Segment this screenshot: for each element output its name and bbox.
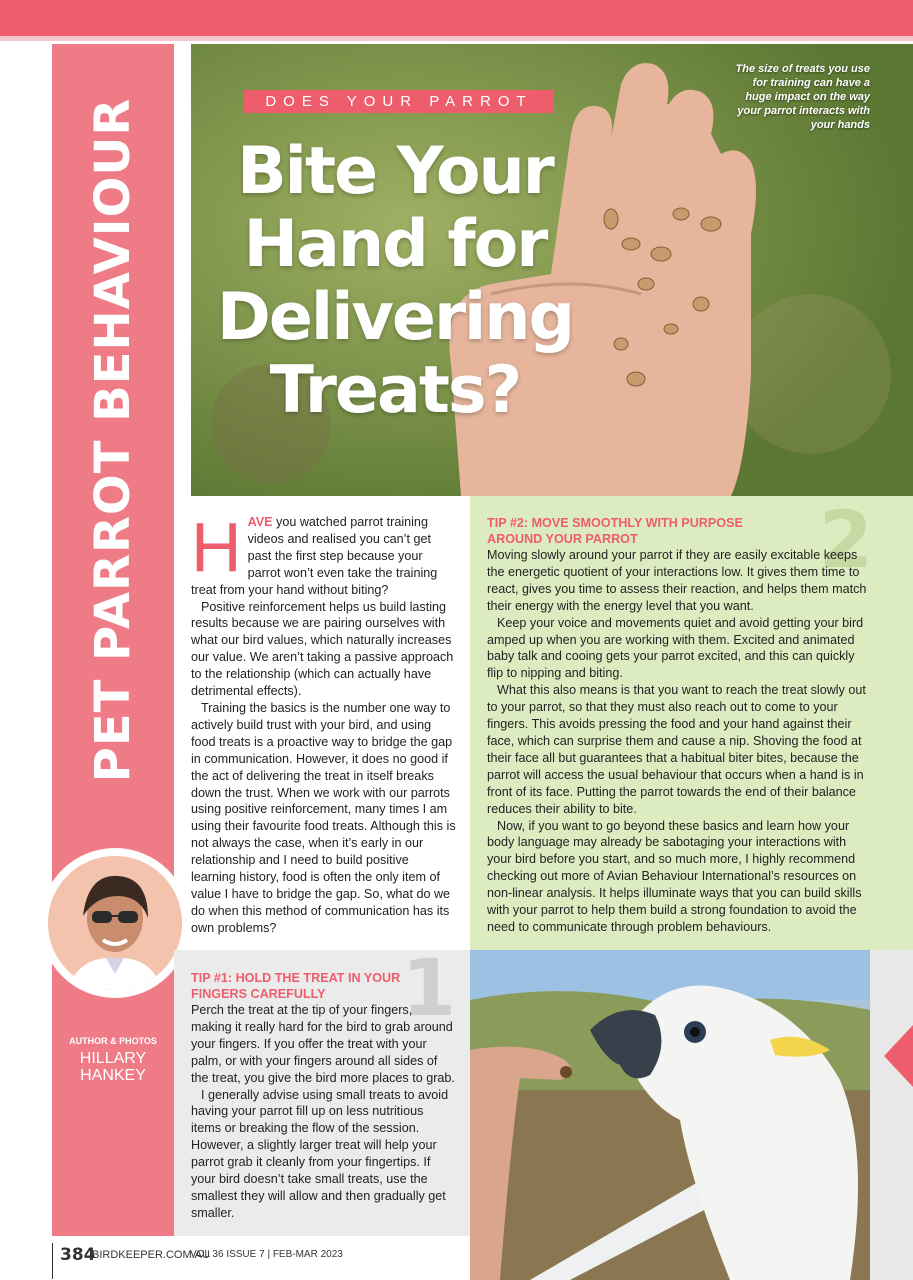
tip-2-paragraph-1: Moving slowly around your parrot if they are easily excitable keeps the energetic quotient of your interactions low. It gives them time to react, gives you time to assess their reaction, and helps them match their energy with the energy level that you want. [487, 548, 867, 613]
headline-line-4: Treats? [269, 353, 521, 428]
tip-2-paragraph-2: Keep your voice and movements quiet and avoid getting your bird amped up when you are working with them. Excited and animated baby talk and cooing gets your parrot excited, and this can quickly flip to nipping and biting. [487, 615, 864, 681]
intro-paragraph-2: Positive reinforcement helps us build lasting results because we are pairing ourselves with what our bird values, which naturally increases our value. We aren’t taking a passive approach to the relationship (which can actually have detrimental effects). [191, 599, 454, 699]
article-headline [205, 135, 585, 427]
page-number: 384 [60, 1245, 96, 1265]
drop-cap: H [191, 508, 242, 586]
tip-1-title: TIP #1: HOLD THE TREAT IN YOUR FINGERS CAREFULLY [191, 971, 401, 1001]
tip-2-number: 2 [818, 496, 873, 586]
footer-site: BIRDKEEPER.COM.AU [92, 1249, 210, 1261]
tip-2-paragraph-3: What this also means is that you want to reach the treat slowly out to your parrot, so that they must also reach out to come to your fingers. This avoids pressing the food and your hand against their face, which can surprise them and cause a nip. Shoving the food at their face all but guarantees that a habitual biter bites, because the parrot will access the usual behaviour that occurs when a hand is in front of its face. Putting the parrot towards the end of their balance reduces their ability to bite. [487, 683, 866, 816]
next-page-arrow-icon [884, 1024, 913, 1088]
article-kicker: DOES YOUR PARROT [244, 90, 554, 113]
author-last-name: HANKEY [80, 1067, 146, 1084]
tip-2-content [487, 515, 872, 936]
author-label: AUTHOR & PHOTOS [69, 1036, 157, 1046]
section-title: PET PARROT BEHAVIOUR [85, 97, 141, 783]
headline-line-1: Bite Your [237, 134, 553, 209]
cockatoo-photo [470, 950, 870, 1280]
author-avatar [48, 856, 182, 990]
tip-1-number: 1 [401, 944, 456, 1034]
author-name [52, 1050, 174, 1084]
tip-2-paragraph-4: Now, if you want to go beyond these basics and learn how your body language may already be sabotaging your interactions with your bird before you start, and so much more, I highly recommend checking out more of Avian Behaviour International’s resources on non-linear analysis. It helps illuminate ways that you can build skills with your parrot to help them build a strong foundation to avoid the need to communicate through problem behaviours. [487, 818, 862, 934]
footer-issue: VOL 36 ISSUE 7 | FEB-MAR 2023 [190, 1249, 343, 1260]
intro-paragraph-1-text: you watched parrot training videos and realised you can’t get past the first step because your parrot won’t even take the training treat from your hand without biting? [191, 515, 438, 597]
headline-line-2: Hand for [243, 207, 547, 282]
author-first-name: HILLARY [79, 1050, 147, 1067]
tip-1-content [191, 970, 456, 1222]
intro-column [191, 508, 456, 937]
tip-1-paragraph-2: I generally advise using small treats to avoid having your parrot fill up on less nutritious items or breaking the flow of the session. However, a slightly larger treat will help your parrot grab it cleanly from your fingertips. If your bird doesn’t take small treats, use the smallest they will allow and then gradually get smaller. [191, 1087, 449, 1220]
top-accent-line [0, 36, 913, 41]
footer-rule [52, 1243, 53, 1279]
page-edge-strip [870, 950, 913, 1280]
photo-caption: The size of treats you use for training can have a huge impact on the way your parrot interacts with your hands [735, 63, 870, 131]
intro-paragraph-1 [191, 508, 456, 599]
top-accent-bar [0, 0, 913, 36]
intro-paragraph-3: Training the basics is the number one way to actively build trust with your bird, and using food treats is a proactive way to bridge the gap in communication. However, it does no good if the act of delivering the treat in itself breaks down the trust. When we work with our parrots using positive reinforcement, many times I am using their favourite food treats. Although this is not always the case, when it’s early in our relationship and I need to build positive learning history, food is often the only item of value I have to bridge the gap. So, what do we do when this method of communication has its own problems? [191, 700, 456, 935]
headline-line-3: Delivering [216, 280, 574, 355]
tip-2-title: TIP #2: MOVE SMOOTHLY WITH PURPOSE AROUND YOUR PARROT [487, 516, 743, 546]
tip-1-paragraph-1: Perch the treat at the tip of your fingers, making it really hard for the bird to grab around your fingers. If you offer the treat with your palm, or with your fingers around all sides of the treat, you give the bird more places to grab. [191, 1003, 455, 1085]
lead-word: AVE [247, 515, 273, 529]
